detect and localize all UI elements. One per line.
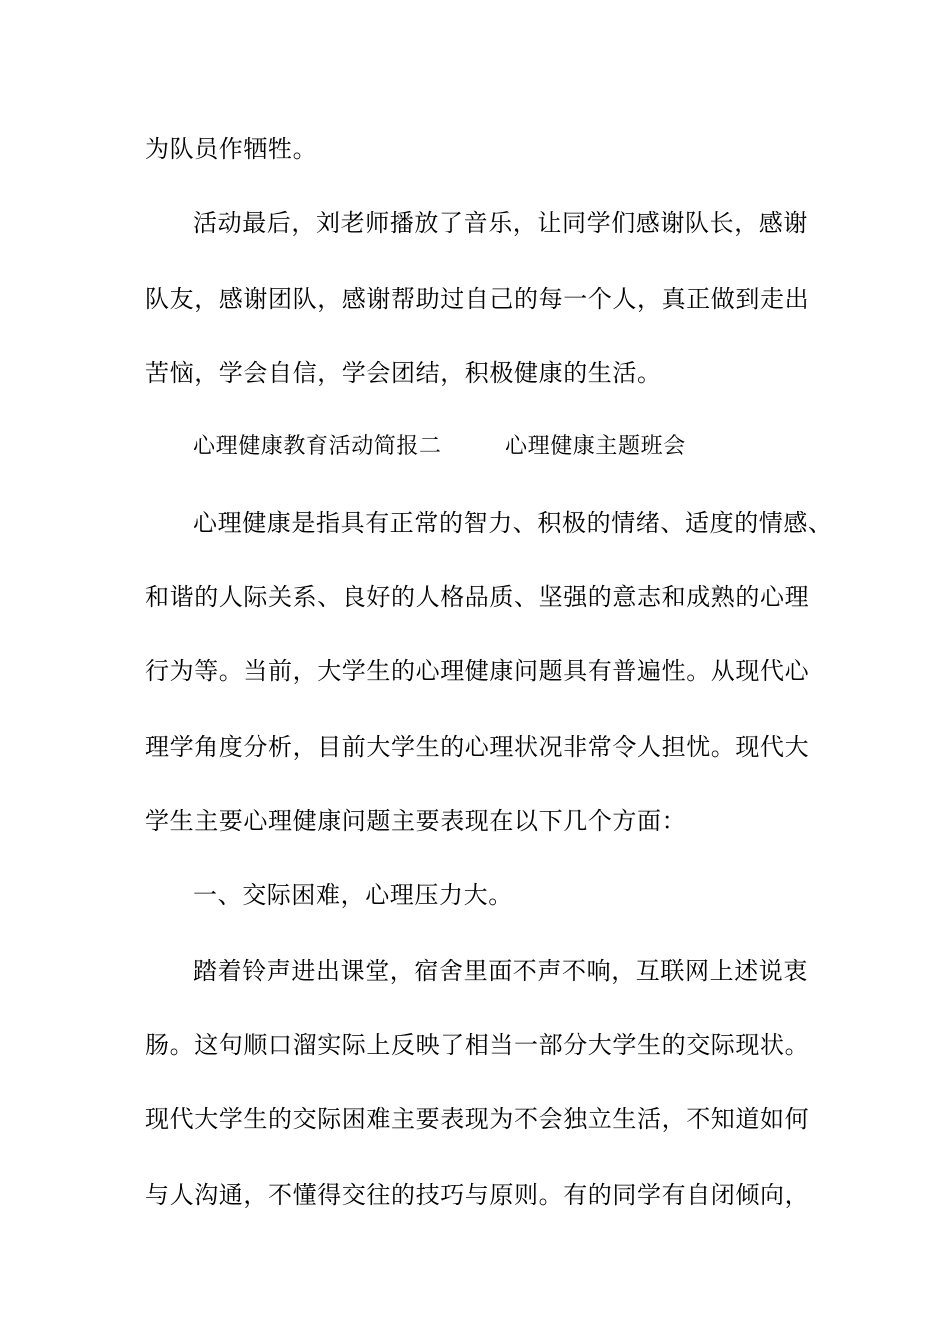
section-subheading: 心理健康主题班会 [505,434,686,459]
paragraph-line: 与人沟通，不懂得交往的技巧与原则。有的同学有自闭倾向， [145,1181,810,1209]
paragraph-line: 踏着铃声进出课堂，宿舍里面不声不响，互联网上述说衷 [193,957,808,985]
paragraph-line: 学生主要心理健康问题主要表现在以下几个方面： [145,807,687,835]
paragraph-line: 和谐的人际关系、良好的人格品质、坚强的意志和成熟的心理 [145,583,810,611]
paragraph-line: 理学角度分析，目前大学生的心理状况非常令人担忧。现代大 [145,733,810,761]
paragraph-line: 苦恼，学会自信，学会团结，积极健康的生活。 [145,359,662,387]
paragraph-line: 为队员作牺牲。 [145,135,318,163]
paragraph-line: 队友，感谢团队，感谢帮助过自己的每一个人，真正做到走出 [145,285,810,313]
section-heading: 心理健康教育活动简报二 [193,434,442,459]
paragraph-line: 行为等。当前，大学生的心理健康问题具有普遍性。从现代心 [145,657,810,685]
paragraph-line: 现代大学生的交际困难主要表现为不会独立生活，不知道如何 [145,1105,810,1133]
paragraph-line: 活动最后，刘老师播放了音乐，让同学们感谢队长，感谢 [193,209,808,237]
paragraph-line: 肠。这句顺口溜实际上反映了相当一部分大学生的交际现状。 [145,1031,810,1059]
paragraph-line: 一、交际困难，心理压力大。 [193,881,513,909]
paragraph-line: 心理健康是指具有正常的智力、积极的情绪、适度的情感、 [193,509,833,537]
